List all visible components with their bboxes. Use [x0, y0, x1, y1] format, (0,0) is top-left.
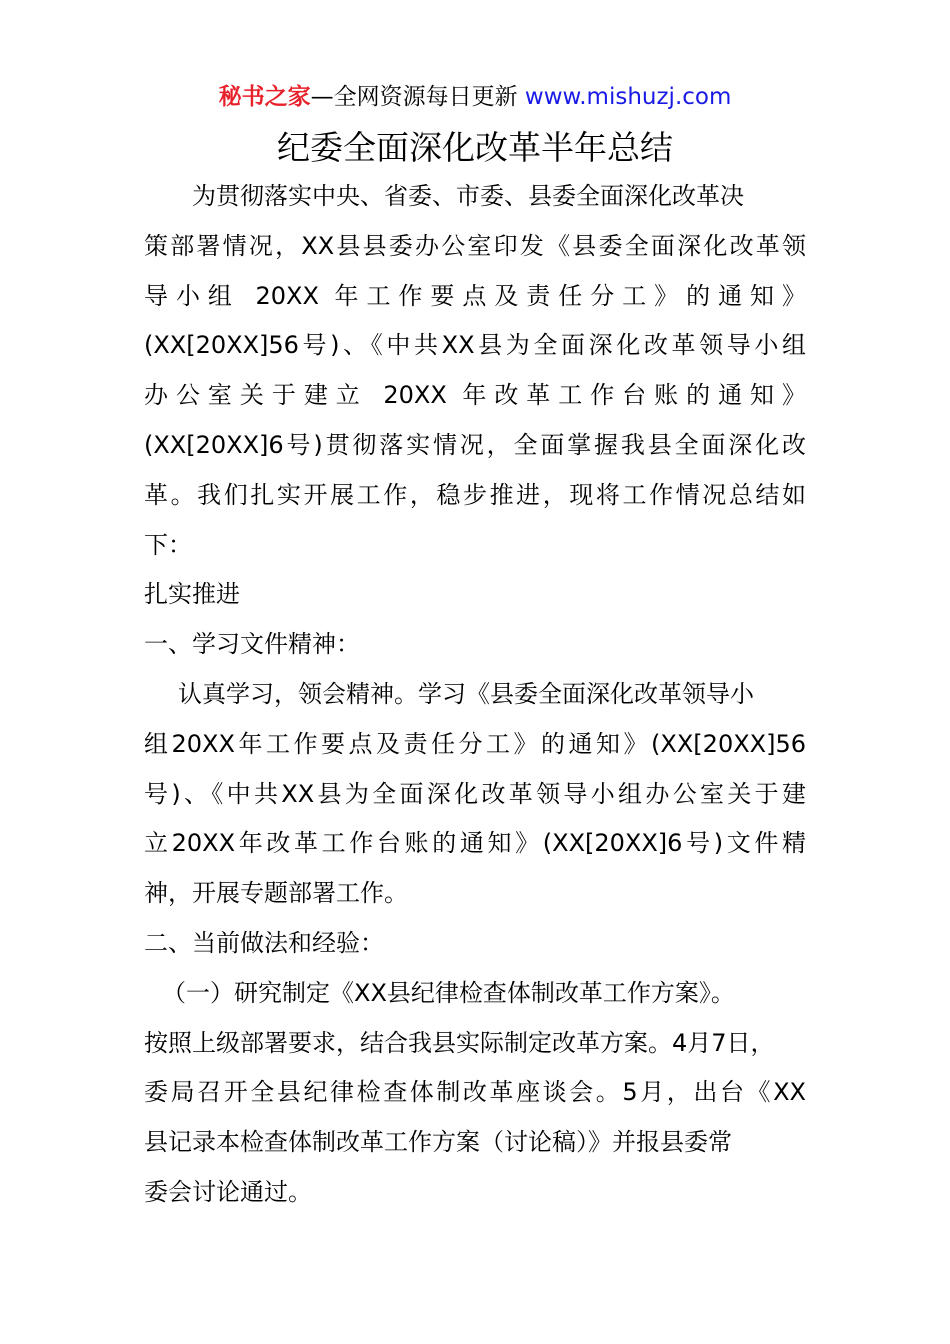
site-header — [0, 80, 950, 114]
site-url[interactable]: www.mishuzj.com — [524, 84, 732, 110]
paragraph-line: 策部署情况，XX县县委办公室印发《县委全面深化改革领 — [144, 231, 806, 260]
paragraph-line: (XX[20XX]6号)贯彻落实情况，全面掌握我县全面深化改 — [144, 430, 806, 459]
paragraph-line: 号)、《中共XX县为全面深化改革领导小组办公室关于建 — [144, 779, 806, 808]
site-brand: 秘书之家 — [218, 84, 311, 110]
paragraph-line: 委局召开全县纪律检查体制改革座谈会。5月，出台《XX — [144, 1078, 806, 1107]
document-title: 纪委全面深化改革半年总结 — [277, 128, 673, 167]
paragraph-line: 立20XX年改革工作台账的通知》(XX[20XX]6号)文件精 — [144, 829, 806, 858]
section-heading: 一、学习文件精神： — [144, 630, 360, 659]
section-heading: 扎实推进 — [144, 580, 240, 609]
paragraph-line: 组20XX年工作要点及责任分工》的通知》(XX[20XX]56 — [144, 729, 806, 758]
paragraph-line: 革。我们扎实开展工作，稳步推进，现将工作情况总结如 — [144, 480, 806, 509]
paragraph-line: 委会讨论通过。 — [144, 1177, 312, 1206]
paragraph-line: 认真学习，领会精神。学习《县委全面深化改革领导小 — [178, 679, 754, 708]
site-tagline: —全网资源每日更新 — [310, 84, 518, 110]
section-heading: 二、当前做法和经验： — [144, 928, 384, 957]
paragraph-line: 下： — [144, 530, 192, 559]
paragraph-line: 神，开展专题部署工作。 — [144, 879, 408, 908]
paragraph-line: 为贯彻落实中央、省委、市委、县委全面深化改革决 — [192, 182, 744, 210]
paragraph-line: 按照上级部署要求，结合我县实际制定改革方案。4月7日， — [144, 1028, 775, 1057]
paragraph-line: (XX[20XX]56号)、《中共XX县为全面深化改革领导小组 — [144, 331, 806, 360]
paragraph-line: 办公室关于建立 20XX 年改革工作台账的通知》 — [144, 381, 806, 410]
paragraph-line: 县记录本检查体制改革工作方案（讨论稿）》并报县委常 — [144, 1128, 732, 1157]
paragraph-line: 导小组 20XX 年工作要点及责任分工》的通知》 — [144, 281, 806, 310]
subsection-heading: （一）研究制定《XX县纪律检查体制改革工作方案》。 — [162, 978, 735, 1007]
document-body — [144, 172, 806, 1218]
